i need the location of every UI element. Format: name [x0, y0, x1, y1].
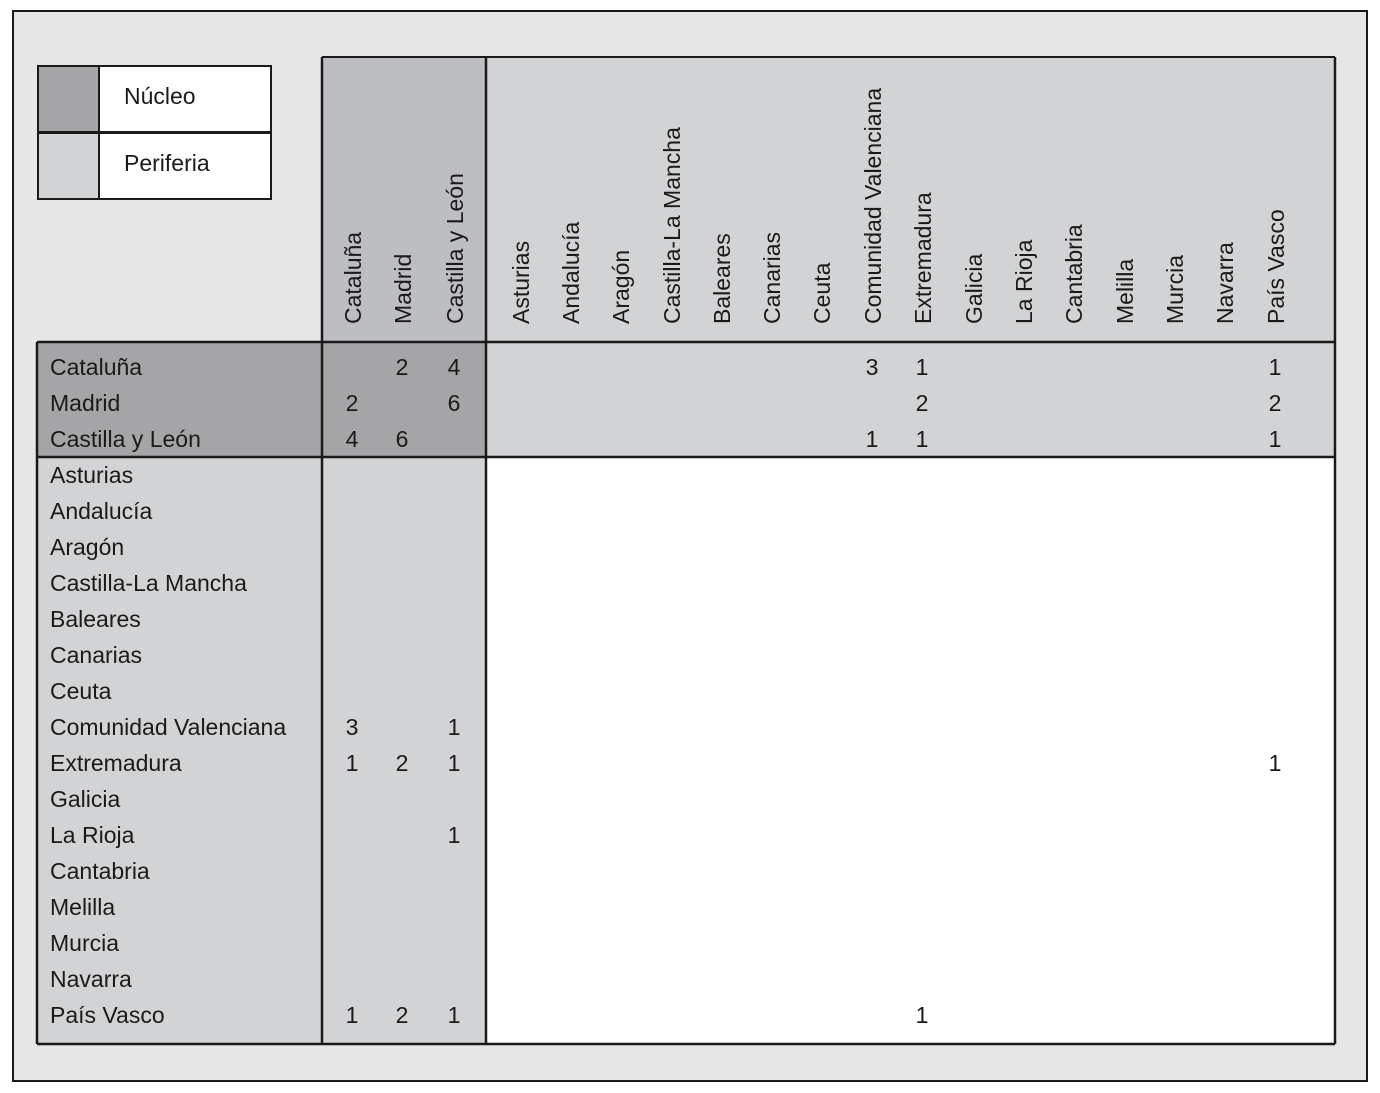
cell-value: 1 — [915, 426, 929, 452]
column-header-1: Madrid — [390, 253, 416, 324]
cell-value: 1 — [447, 1002, 461, 1028]
column-header-17: Navarra — [1212, 242, 1238, 324]
cell-value: 1 — [345, 1002, 359, 1028]
cell-value: 1 — [447, 822, 461, 848]
column-header-16: Murcia — [1162, 254, 1188, 324]
row-label-11: Extremadura — [50, 750, 182, 776]
legend-label-periphery: Periferia — [98, 132, 272, 200]
column-header-15: Melilla — [1112, 258, 1138, 324]
row-label-4: Andalucía — [50, 498, 153, 524]
column-header-2: Castilla y León — [442, 173, 468, 324]
cell-value: 2 — [1268, 390, 1282, 416]
column-header-12: Galicia — [961, 253, 987, 324]
row-label-8: Canarias — [50, 642, 143, 668]
cell-value: 1 — [865, 426, 879, 452]
legend-label-core: Núcleo — [98, 65, 272, 133]
core-rows-periphery-block — [486, 342, 1335, 457]
column-header-13: La Rioja — [1011, 239, 1037, 324]
row-label-15: Melilla — [50, 894, 116, 920]
row-label-10: Comunidad Valenciana — [50, 714, 287, 740]
cell-value: 2 — [395, 750, 409, 776]
column-header-9: Ceuta — [809, 262, 835, 324]
cell-value: 6 — [447, 390, 461, 416]
column-header-8: Canarias — [759, 231, 785, 324]
cell-value: 3 — [345, 714, 359, 740]
row-label-13: La Rioja — [50, 822, 135, 848]
row-label-9: Ceuta — [50, 678, 112, 704]
periphery-rows-periphery-block — [486, 457, 1335, 1044]
cell-value: 1 — [447, 714, 461, 740]
row-label-1: Madrid — [50, 390, 121, 416]
row-label-5: Aragón — [50, 534, 125, 560]
column-header-0: Cataluña — [340, 231, 366, 324]
column-header-3: Asturias — [508, 240, 534, 324]
cell-value: 6 — [395, 426, 409, 452]
cell-value: 1 — [1268, 354, 1282, 380]
column-header-10: Comunidad Valenciana — [860, 87, 886, 324]
cell-value: 1 — [345, 750, 359, 776]
cell-value: 2 — [915, 390, 929, 416]
cell-value: 2 — [395, 1002, 409, 1028]
cell-value: 1 — [1268, 750, 1282, 776]
cell-value: 1 — [915, 1002, 929, 1028]
row-label-3: Asturias — [50, 462, 134, 488]
cell-value: 1 — [447, 750, 461, 776]
cell-value: 1 — [915, 354, 929, 380]
row-label-18: País Vasco — [50, 1002, 165, 1028]
row-label-7: Baleares — [50, 606, 141, 632]
row-label-16: Murcia — [50, 930, 120, 956]
column-header-7: Baleares — [709, 233, 735, 324]
cell-value: 1 — [1268, 426, 1282, 452]
column-header-14: Cantabria — [1061, 224, 1087, 324]
column-header-5: Aragón — [608, 249, 634, 324]
cell-value: 4 — [447, 354, 461, 380]
column-header-11: Extremadura — [910, 192, 936, 324]
row-label-6: Castilla-La Mancha — [50, 570, 247, 596]
cell-value: 4 — [345, 426, 359, 452]
cell-value: 2 — [345, 390, 359, 416]
row-label-17: Navarra — [50, 966, 132, 992]
row-label-0: Cataluña — [50, 354, 143, 380]
column-header-6: Castilla-La Mancha — [659, 127, 685, 324]
row-label-14: Cantabria — [50, 858, 150, 884]
column-header-4: Andalucía — [558, 221, 584, 324]
cell-value: 2 — [395, 354, 409, 380]
cell-value: 3 — [865, 354, 879, 380]
column-header-18: País Vasco — [1263, 209, 1289, 324]
row-label-2: Castilla y León — [50, 426, 201, 452]
row-label-12: Galicia — [50, 786, 121, 812]
